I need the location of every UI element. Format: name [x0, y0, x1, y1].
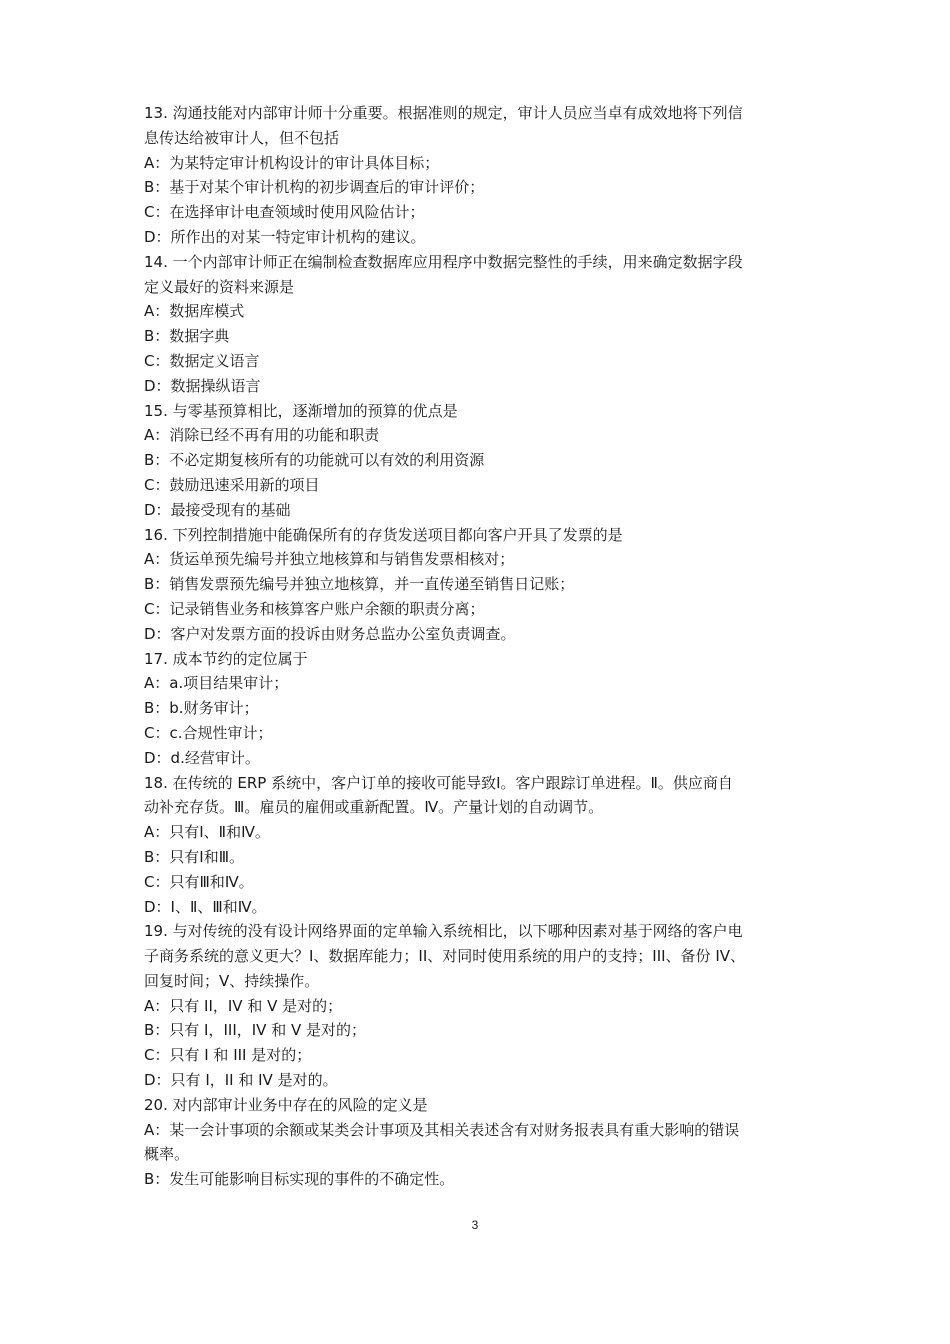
- page-number: 3: [471, 1218, 479, 1232]
- text-line: 16. 下列控制措施中能确保所有的存货发送项目都向客户开具了发票的是: [144, 525, 623, 544]
- text-line: 15. 与零基预算相比，逐渐增加的预算的优点是: [144, 401, 458, 420]
- text-line: B：数据字典: [144, 327, 230, 346]
- text-line: C：鼓励迅速采用新的项目: [144, 475, 320, 494]
- text-line: B：基于对某个审计机构的初步调查后的审计评价；: [144, 178, 485, 197]
- text-line: C：c.合规性审计；: [144, 723, 273, 742]
- text-line: 14. 一个内部审计师正在编制检查数据库应用程序中数据完整性的手续，用来确定数据字段: [144, 252, 743, 271]
- text-line: C：只有 I 和 III 是对的；: [144, 1046, 312, 1065]
- text-line: A：某一会计事项的余额或某类会计事项及其相关表述含有对财务报表具有重大影响的错误: [144, 1120, 740, 1139]
- text-line: D：只有 I，II 和 IV 是对的。: [144, 1071, 338, 1090]
- text-line: 定义最好的资料来源是: [144, 277, 295, 296]
- text-line: A：只有 II，IV 和 V 是对的；: [144, 996, 343, 1015]
- text-line: D：d.经营审计。: [144, 748, 260, 767]
- text-line: 概率。: [144, 1145, 190, 1164]
- text-line: 动补充存货。Ⅲ。雇员的雇佣或重新配置。Ⅳ。产量计划的自动调节。: [144, 798, 604, 817]
- text-line: A：a.项目结果审计；: [144, 674, 289, 693]
- text-line: 13. 沟通技能对内部审计师十分重要。根据准则的规定，审计人员应当卓有成效地将下列信: [144, 104, 743, 122]
- text-line: B：b.财务审计；: [144, 699, 259, 718]
- text-line: D：Ⅰ、Ⅱ、Ⅲ和Ⅳ。: [144, 897, 267, 916]
- text-line: A：货运单预先编号并独立地核算和与销售发票相核对；: [144, 550, 515, 569]
- text-line: D：数据操纵语言: [144, 376, 261, 395]
- text-line: 回复时间；V、持续操作。: [144, 971, 320, 990]
- text-line: C：在选择审计电查领域时使用风险估计；: [144, 203, 425, 222]
- text-line: 18. 在传统的 ERP 系统中，客户订单的接收可能导致Ⅰ。客户跟踪订单进程。Ⅱ。供应商自: [144, 773, 733, 792]
- text-line: B：只有 I，III，IV 和 V 是对的；: [144, 1021, 367, 1040]
- text-line: B：发生可能影响目标实现的事件的不确定性。: [144, 1170, 455, 1189]
- text-line: A：消除已经不再有用的功能和职责: [144, 426, 380, 445]
- text-line: D：所作出的对某一特定审计机构的建议。: [144, 227, 426, 246]
- text-line: 息传达给被审计人，但不包括: [144, 128, 340, 147]
- document-body: [144, 101, 814, 1192]
- text-line: D：客户对发票方面的投诉由财务总监办公室负责调查。: [144, 624, 516, 643]
- text-line: C：记录销售业务和核算客户账户余额的职责分离；: [144, 599, 485, 618]
- text-line: A：为某特定审计机构设计的审计具体目标；: [144, 153, 440, 172]
- text-line: B：只有Ⅰ和Ⅲ。: [144, 847, 245, 866]
- text-line: B：销售发票预先编号并独立地核算，并一直传递至销售日记账；: [144, 575, 575, 594]
- text-line: 子商务系统的意义更大？I、数据库能力；II、对同时使用系统的用户的支持；III、备份 IV、: [144, 947, 746, 966]
- text-line: C：数据定义语言: [144, 351, 260, 370]
- text-line: C：只有Ⅲ和Ⅳ。: [144, 872, 254, 891]
- text-line: 17. 成本节约的定位属于: [144, 649, 308, 668]
- text-line: 20. 对内部审计业务中存在的风险的定义是: [144, 1095, 428, 1114]
- text-line: D：最接受现有的基础: [144, 500, 291, 519]
- text-line: B：不必定期复核所有的功能就可以有效的利用资源: [144, 451, 485, 470]
- text-line: 19. 与对传统的没有设计网络界面的定单输入系统相比，以下哪种因素对基于网络的客户电: [144, 922, 743, 941]
- text-line: A：只有Ⅰ、Ⅱ和Ⅳ。: [144, 823, 270, 842]
- text-line: A：数据库模式: [144, 302, 245, 321]
